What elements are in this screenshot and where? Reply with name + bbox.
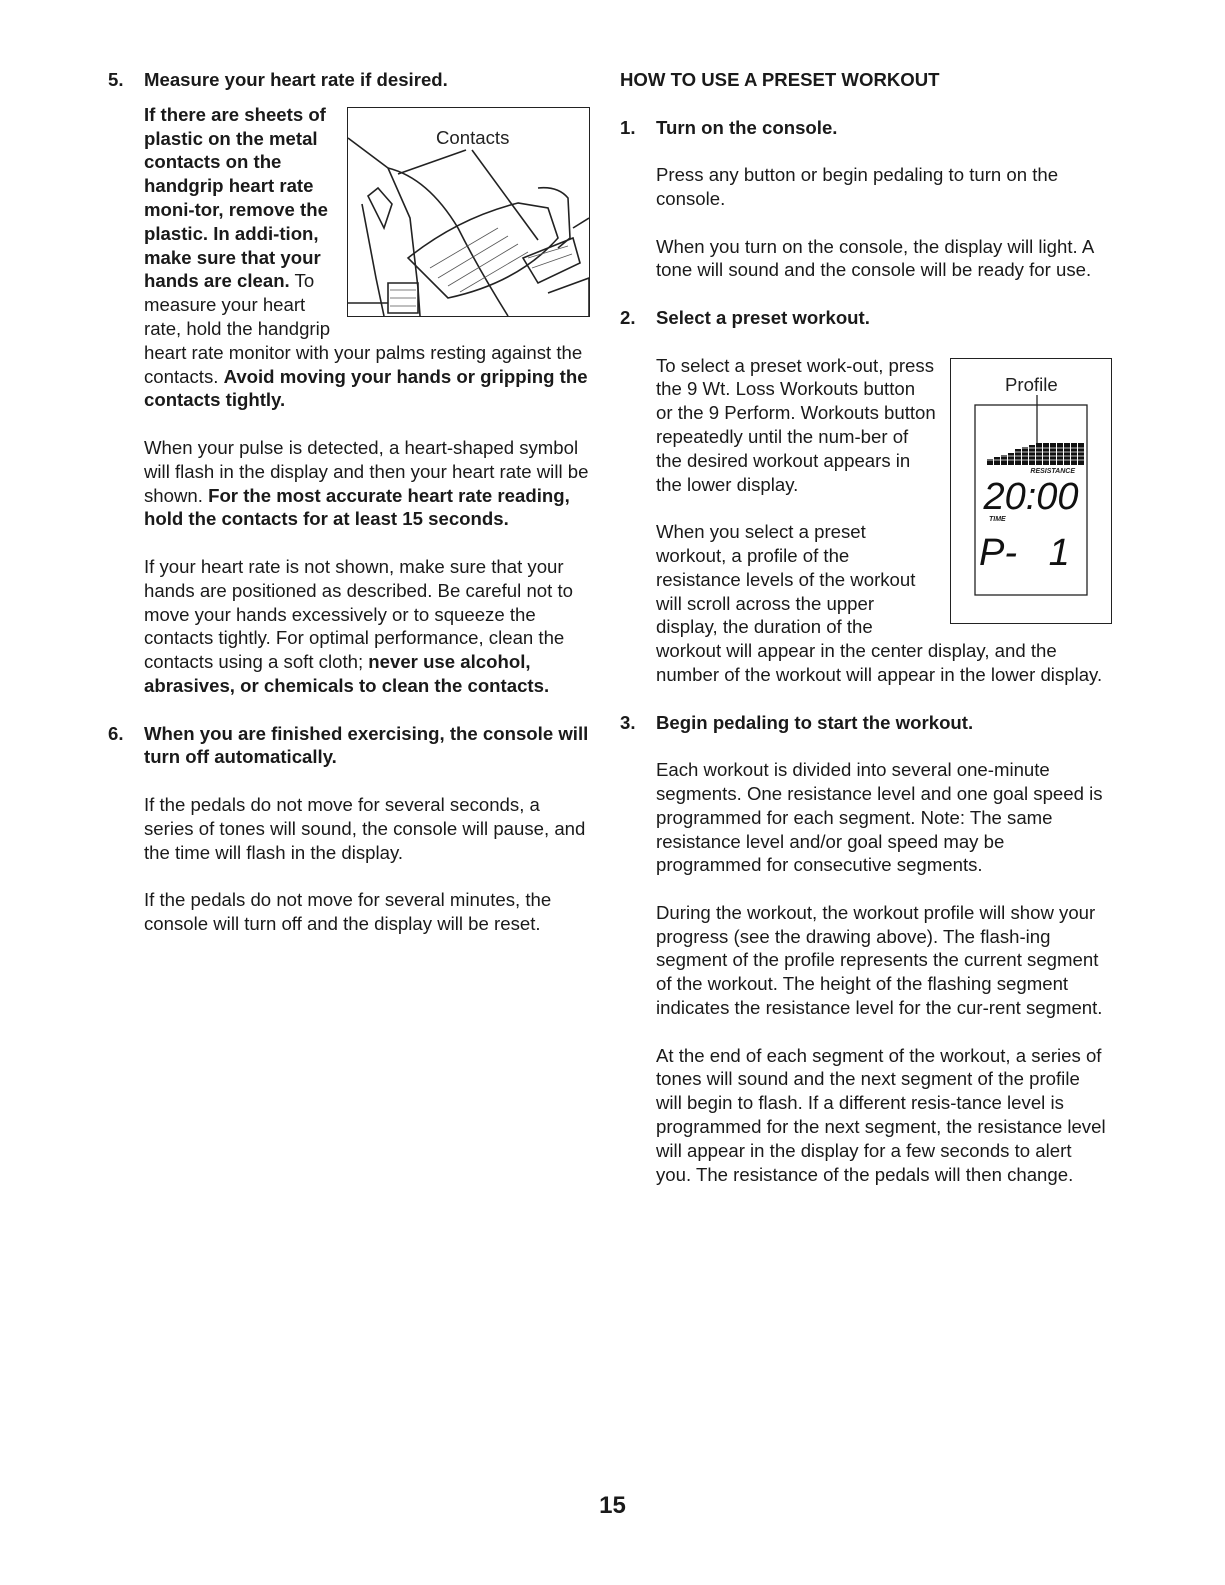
- step-6-title: [108, 722, 590, 770]
- console-profile-figure: [950, 358, 1112, 624]
- step-number: 5.: [108, 69, 124, 90]
- left-column: [108, 68, 590, 936]
- step-title-text: Begin pedaling to start the workout.: [656, 711, 974, 733]
- step-1-title: [620, 116, 1110, 140]
- step-5-paragraph-1: [144, 103, 590, 412]
- step-6-paragraph-2: If the pedals do not move for several minutes, the console will turn off and the display will be reset.: [144, 889, 552, 934]
- step-number: 1.: [620, 116, 636, 138]
- handgrip-illustration: [348, 108, 589, 316]
- step-number: 2.: [620, 306, 636, 328]
- step-2-title: [620, 306, 1110, 330]
- body-text: When your pulse is detected, a heart-shaped symbol will flash in the display and then your heart rate will be shown.: [144, 436, 589, 506]
- body-text: To measure your heart rate, hold the handgrip heart rate monitor with your palms resting against the contacts.: [144, 270, 583, 387]
- step-1-paragraph-2: When you turn on the console, the display will light. A tone will sound and the console will be ready for use.: [656, 235, 1094, 281]
- bold-instruction: If there are sheets of plastic on the metal contacts on the handgrip heart rate moni-tor, remove the plastic. In addi-tion, make sure that your hands are clean.: [144, 103, 328, 292]
- step-3-paragraph-1: Each workout is divided into several one-minute segments. One resistance level and one goal speed is programmed for each segment. Note: The same resistance level and/or goal speed may be programmed for consecutive segments.: [656, 759, 1103, 876]
- body-text: If your heart rate is not shown, make sure that your hands are positioned as described. Be careful not to move your hands excessively or to squeeze the contacts tightly. For optimal performance, clean the contacts using a soft cloth;: [144, 555, 573, 673]
- bold-warning: never use alcohol, abrasives, or chemicals to clean the contacts.: [144, 651, 550, 696]
- step-2-paragraphs: [656, 354, 1110, 687]
- step-3-paragraph-2: During the workout, the workout profile will show your progress (see the drawing above). The flash-ing segment of the profile represents the current segment of the workout. The height of the flashing segment indicates the resistance level for the cur-rent segment.: [656, 901, 1103, 1019]
- step-1-paragraph-1: Press any button or begin pedaling to turn on the console.: [656, 164, 1059, 209]
- bold-tip: For the most accurate heart rate reading, hold the contacts for at least 15 seconds.: [144, 484, 570, 530]
- step-title-text: When you are finished exercising, the console will turn off automatically.: [144, 722, 589, 768]
- step-title-text: Measure your heart rate if desired.: [144, 69, 448, 90]
- section-heading: HOW TO USE A PRESET WORKOUT: [620, 69, 940, 90]
- figure-caption: Contacts: [436, 126, 510, 148]
- figure-caption: Profile: [1005, 373, 1058, 395]
- step-5-title: [108, 68, 590, 92]
- right-column: [620, 68, 1110, 1186]
- console-display-illustration: [951, 359, 1111, 623]
- resistance-label: RESISTANCE: [1030, 467, 1075, 475]
- step-title-text: Select a preset workout.: [656, 306, 870, 328]
- step-2-paragraph-1: To select a preset work-out, press the 9 Wt. Loss Workouts button or the 9 Perform. Workouts button repeatedly until the num-ber of the desired workout appears in the lower display.: [656, 354, 936, 495]
- step-number: 6.: [108, 722, 124, 744]
- step-title-text: Turn on the console.: [656, 116, 838, 138]
- step-5-paragraph-3: [144, 555, 590, 698]
- step-6-paragraph-1: If the pedals do not move for several seconds, a series of tones will sound, the console will pause, and the time will flash in the display.: [144, 793, 586, 863]
- bold-warning: Avoid moving your hands or gripping the contacts tightly.: [144, 365, 588, 411]
- step-2-paragraph-2: When you select a preset workout, a profile of the resistance levels of the workout will scroll across the upper display, the duration of the workout will appear in the center display, and the number of the workout will appear in the lower display.: [656, 521, 1103, 685]
- step-3-paragraph-3: At the end of each segment of the workout, a series of tones will sound and the next segment of the profile will begin to flash. If a different resis-tance level is programmed for the next segment, the resistance level will appear in the display for a few seconds to alert you. The resistance of the pedals will then change.: [656, 1044, 1106, 1185]
- program-value: P- 1: [979, 531, 1070, 574]
- handgrip-contacts-figure: [347, 107, 590, 317]
- step-3-title: [620, 711, 1110, 735]
- page-number: 15: [599, 1492, 626, 1519]
- resistance-profile-bars: [987, 443, 1084, 465]
- step-5-paragraph-2: [144, 436, 590, 531]
- time-label: TIME: [989, 515, 1006, 523]
- time-value: 20:00: [983, 475, 1079, 518]
- step-number: 3.: [620, 711, 636, 733]
